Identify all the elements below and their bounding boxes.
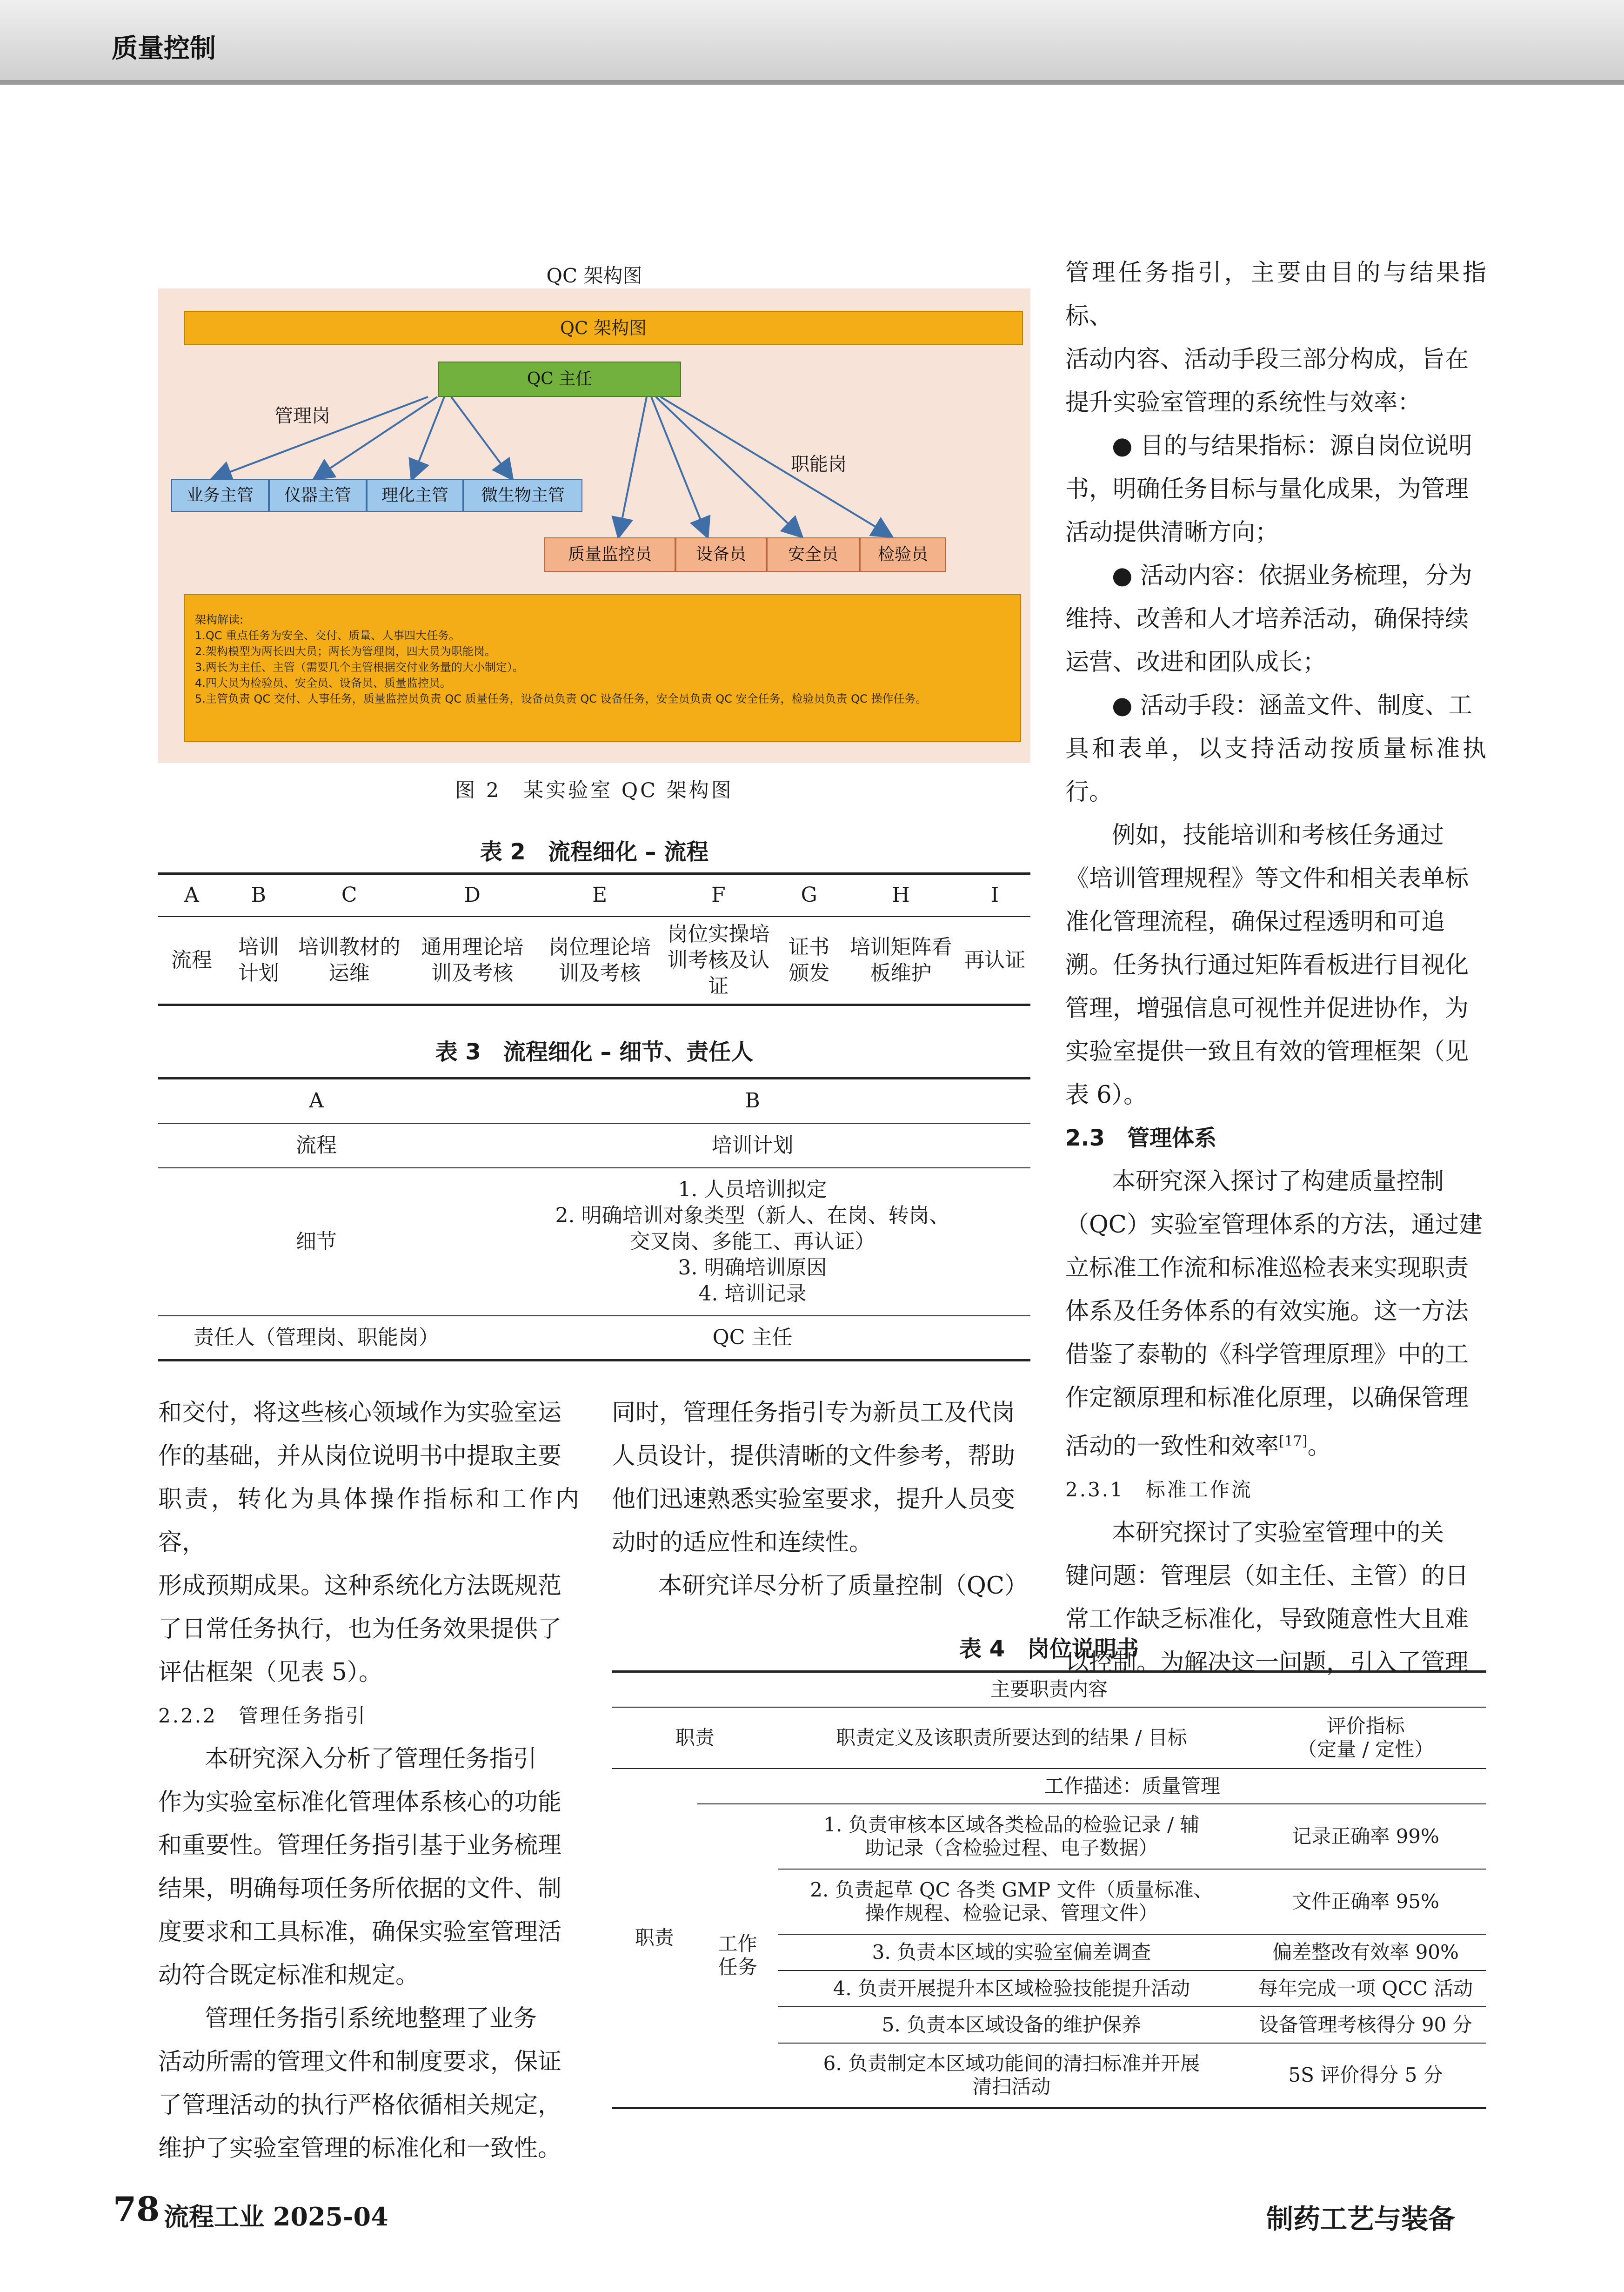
table4: [612, 1670, 1486, 2109]
table3-value: 培训计划: [711, 1133, 794, 1157]
para-line: 作定额原理和标准化原理，以确保管理: [1065, 1384, 1469, 1412]
para-line: 管理任务指引，主要由目的与结果指标、: [1065, 259, 1486, 330]
task-line: 清扫活动: [972, 2075, 1051, 2098]
table2-cell: 培训教材的运维: [298, 935, 401, 985]
table3-label: 责任人（管理岗、职能岗）: [194, 1325, 439, 1349]
para-line: 作为实验室标准化管理体系核心的功能: [158, 1789, 562, 1816]
para-line: 维护了实验室管理的标准化和一致性。: [158, 2135, 562, 2162]
detail-line: 3. 明确培训原因: [678, 1255, 827, 1280]
para-line: 本研究探讨了实验室管理中的关: [1112, 1519, 1444, 1547]
para-line: 本研究详尽分析了质量控制（QC）: [658, 1572, 1028, 1600]
para-line: 动时的适应性和连续性。: [612, 1529, 873, 1556]
task-line: 2. 负责起草 QC 各类 GMP 文件（质量标准、: [810, 1878, 1213, 1901]
para-line: 常工作缺乏标准化，导致随意性大且难: [1065, 1606, 1469, 1633]
eval-header-line: 评价指标: [1326, 1714, 1405, 1737]
table2-cell: 岗位理论培训及考核: [548, 935, 651, 985]
table3-label: 细节: [296, 1229, 337, 1253]
table4-col-def: 职责定义及该职责所要达到的结果 / 目标: [835, 1726, 1187, 1749]
func-box-safety: 安全员: [767, 537, 860, 572]
bullet-line: 维持、改善和人才培养活动，确保持续: [1065, 605, 1469, 633]
bullet-line: 运营、改进和团队成长；: [1065, 649, 1327, 676]
table2-header: I: [990, 883, 999, 907]
table4-col-eval: [1245, 1707, 1486, 1769]
eval-header-line: （定量 / 定性）: [1297, 1737, 1434, 1761]
detail-line: 4. 培训记录: [698, 1281, 807, 1306]
para-line: 例如，技能培训和考核任务通过: [1112, 822, 1444, 849]
para-line: [1065, 1420, 1486, 1468]
note-line: 4.四大员为检验员、安全员、设备员、质量监控员。: [195, 677, 451, 690]
para-line: 和交付，将这些核心领域作为实验室运: [158, 1399, 562, 1427]
note-line: 5.主管负责 QC 交付、人事任务，质量监控员负责 QC 质量任务，设备员负责 QC 设备任务，安全员负责 QC 安全任务，检验员负责 QC 操作任务。: [195, 692, 927, 705]
note-line: 3.两长为主任、主管（需要几个主管根据交付业务量的大小制定）。: [195, 661, 524, 674]
mgmt-box-physchem: 理化主管: [367, 479, 463, 512]
table2-cell: 培训计划: [238, 935, 279, 985]
func-box-inspector: 检验员: [860, 537, 946, 572]
table4-col-duty: 职责: [675, 1726, 715, 1749]
para-line: 作的基础，并从岗位说明书中提取主要: [158, 1442, 562, 1470]
arrow-to-equip: [651, 397, 707, 536]
left-column: [158, 1391, 579, 2170]
para-line: 活动所需的管理文件和制度要求，保证: [158, 2048, 562, 2076]
table3-header: B: [745, 1089, 760, 1113]
para-line: 本研究深入分析了管理任务指引: [205, 1745, 537, 1773]
para-line: 以控制。为解决这一问题，引入了管理: [1065, 1649, 1469, 1676]
table2-header: G: [801, 883, 817, 907]
para-line: 键问题：管理层（如主任、主管）的日: [1065, 1562, 1469, 1590]
table2-header: E: [592, 883, 608, 907]
para-line: （QC）实验室管理体系的方法，通过建: [1065, 1211, 1483, 1239]
table4-sub-label: [697, 1804, 778, 2108]
para-line: 准化管理流程，确保过程透明和可追: [1065, 908, 1445, 936]
para-line: 动符合既定标准和规定。: [158, 1962, 420, 1989]
diagram-notes-box: [184, 594, 1021, 742]
bullet-line: 活动提供清晰方向；: [1065, 519, 1279, 546]
mgmt-box-business: 业务主管: [171, 479, 269, 512]
table2-header: C: [341, 883, 357, 907]
para-line: 本研究深入探讨了构建质量控制: [1112, 1168, 1444, 1195]
table2-header: A: [184, 883, 199, 907]
para-line: 体系及任务体系的有效实施。这一方法: [1065, 1298, 1469, 1325]
table4-work-desc: 工作描述：质量管理: [778, 1769, 1486, 1804]
section-heading-2-3-1: 2.3.1 标准工作流: [1065, 1478, 1253, 1501]
para-text: 。: [1307, 1433, 1331, 1460]
task-line: 6. 负责制定本区域功能间的清扫标准并开展: [823, 2051, 1200, 2075]
detail-line: 2. 明确培训对象类型（新人、在岗、转岗、: [555, 1203, 950, 1227]
citation-ref: [17]: [1279, 1433, 1308, 1449]
para-line: 溯。任务执行通过矩阵看板进行目视化: [1065, 952, 1469, 979]
sub-label-line: 任务: [718, 1955, 757, 1978]
table4-eval: 记录正确率 99%: [1292, 1824, 1439, 1848]
table4-caption: 表 4 岗位说明书: [959, 1636, 1139, 1662]
table2-caption: 表 2 流程细化 – 流程: [480, 839, 709, 865]
qc-director-box: QC 主任: [438, 362, 681, 397]
para-line: 管理任务指引系统地整理了业务: [205, 2005, 537, 2032]
para-line: 形成预期成果。这种系统化方法既规范: [158, 1572, 562, 1600]
sub-label-line: 工作: [718, 1932, 757, 1955]
table4-task: [778, 1869, 1245, 1934]
table4-eval: 设备管理考核得分 90 分: [1259, 2013, 1472, 2036]
page-number: 78: [113, 2189, 160, 2229]
para-text: 活动的一致性和效率: [1065, 1433, 1279, 1460]
arrow-to-business: [213, 397, 428, 478]
para-line: 活动内容、活动手段三部分构成，旨在: [1065, 346, 1469, 373]
label-management: 管理岗: [274, 405, 330, 427]
para-line: 他们迅速熟悉实验室要求，提升人员变: [612, 1486, 1016, 1513]
table3-caption: 表 3 流程细化 – 细节、责任人: [435, 1039, 754, 1065]
table3-detail-cell: [475, 1168, 1030, 1316]
table3-label: 流程: [296, 1133, 337, 1157]
arrow-to-inspector: [661, 397, 891, 536]
note-line: 2.架构模型为两长四大员；两长为管理岗，四大员为职能岗。: [195, 645, 496, 658]
note-line: 架构解读:: [195, 613, 244, 626]
journal-name: 流程工业 2025-04: [164, 2202, 388, 2232]
table4-top-header: 主要职责内容: [990, 1678, 1108, 1701]
para-line: 人员设计，提供清晰的文件参考，帮助: [612, 1442, 1016, 1470]
table4-eval: 文件正确率 95%: [1292, 1890, 1439, 1913]
section-heading-2-3: 2.3 管理体系: [1065, 1125, 1217, 1151]
table2-cell: 培训矩阵看板维护: [849, 935, 952, 985]
mgmt-box-instrument: 仪器主管: [269, 479, 367, 512]
table3-value: QC 主任: [712, 1325, 793, 1349]
para-line: 了管理活动的执行严格依循相关规定，: [158, 2091, 562, 2119]
table2: [158, 872, 1030, 1006]
table2-cell: 流程: [171, 948, 212, 972]
table3: [158, 1077, 1030, 1361]
table4-task: [778, 1804, 1245, 1869]
para-line: 职责，转化为具体操作指标和工作内容，: [158, 1486, 579, 1556]
para-line: 《培训管理规程》等文件和相关表单标: [1065, 865, 1469, 892]
para-line: 借鉴了泰勒的《科学管理原理》中的工: [1065, 1341, 1469, 1368]
table4-task: 4. 负责开展提升本区域检验技能提升活动: [833, 1977, 1190, 2000]
detail-line: 交叉岗、多能工、再认证）: [629, 1229, 875, 1253]
para-line: 和重要性。管理任务指引基于业务梳理: [158, 1832, 562, 1859]
table4-eval: 每年完成一项 QCC 活动: [1258, 1977, 1473, 2000]
func-box-qm: 质量监控员: [544, 537, 675, 572]
para-line: 提升实验室管理的系统性与效率：: [1065, 389, 1422, 416]
bullet-line: ● 活动内容：依据业务梳理，分为: [1112, 562, 1472, 590]
table2-cell: 再认证: [964, 948, 1026, 972]
mgmt-box-micro: 微生物主管: [463, 479, 582, 512]
func-box-equip: 设备员: [675, 537, 767, 572]
table2-cell: 通用理论培训及考核: [421, 935, 524, 985]
arrow-to-instrument: [315, 397, 437, 478]
bullet-line: 书，明确任务目标与量化成果，为管理: [1065, 476, 1469, 503]
task-line: 操作规程、检验记录、管理文件）: [865, 1901, 1158, 1924]
table4-eval: 偏差整改有效率 90%: [1272, 1940, 1459, 1964]
para-line: 评估框架（见表 5）。: [158, 1659, 383, 1686]
figure-caption: 图 2 某实验室 QC 架构图: [455, 779, 734, 802]
header-title: 质量控制: [112, 34, 216, 64]
para-line: 同时，管理任务指引专为新员工及代岗: [612, 1399, 1016, 1427]
table2-cell: 证书颁发: [789, 935, 830, 985]
para-line: 实验室提供一致且有效的管理框架（见: [1065, 1038, 1469, 1066]
task-line: 助记录（含检验过程、电子数据）: [865, 1836, 1158, 1859]
table4-task: 3. 负责本区域的实验室偏差调查: [872, 1940, 1151, 1964]
bullet-line: 具和表单，以支持活动按质量标准执行。: [1065, 735, 1486, 806]
para-line: 结果，明确每项任务所依据的文件、制: [158, 1875, 562, 1903]
table4-task: 5. 负责本区域设备的维护保养: [882, 2013, 1142, 2036]
diagram-bar-title: QC 架构图: [184, 311, 1023, 345]
table2-header: D: [464, 883, 481, 907]
table2-header: F: [711, 883, 726, 907]
para-line: 表 6）。: [1065, 1081, 1148, 1109]
para-line: 了日常任务执行，也为任务效果提供了: [158, 1615, 562, 1643]
table2-header: H: [892, 883, 910, 907]
bullet-line: ● 目的与结果指标：源自岗位说明: [1112, 432, 1472, 460]
table2-header: B: [251, 883, 266, 907]
table2-cell: 岗位实操培训考核及认证: [667, 922, 770, 998]
table4-row-label: 职责: [635, 1926, 674, 1949]
detail-line: 1. 人员培训拟定: [678, 1177, 827, 1201]
arrow-to-physchem: [412, 397, 444, 478]
note-line: 1.QC 重点任务为安全、交付、质量、人事四大任务。: [195, 629, 461, 642]
section-name: 制药工艺与装备: [1266, 2203, 1456, 2235]
arrow-to-safety: [656, 397, 801, 536]
middle-column: [612, 1391, 1033, 1608]
bullet-line: ● 活动手段：涵盖文件、制度、工: [1112, 692, 1472, 719]
section-heading-2-2-2: 2.2.2 管理任务指引: [158, 1704, 367, 1727]
label-functional: 职能岗: [791, 454, 847, 475]
table4-task: [778, 2043, 1245, 2108]
arrow-to-qm: [619, 397, 647, 536]
para-line: 度要求和工具标准，确保实验室管理活: [158, 1918, 562, 1946]
right-column: [1065, 251, 1486, 1684]
arrow-to-micro: [451, 397, 512, 478]
table3-header: A: [309, 1089, 324, 1113]
task-line: 1. 负责审核本区域各类检品的检验记录 / 辅: [823, 1813, 1200, 1836]
para-line: 管理，增强信息可视性并促进协作，为: [1065, 995, 1469, 1022]
para-line: 立标准工作流和标准巡检表来实现职责: [1065, 1254, 1469, 1282]
figure-top-title: QC 架构图: [546, 264, 642, 287]
table4-eval: 5S 评价得分 5 分: [1288, 2063, 1443, 2086]
